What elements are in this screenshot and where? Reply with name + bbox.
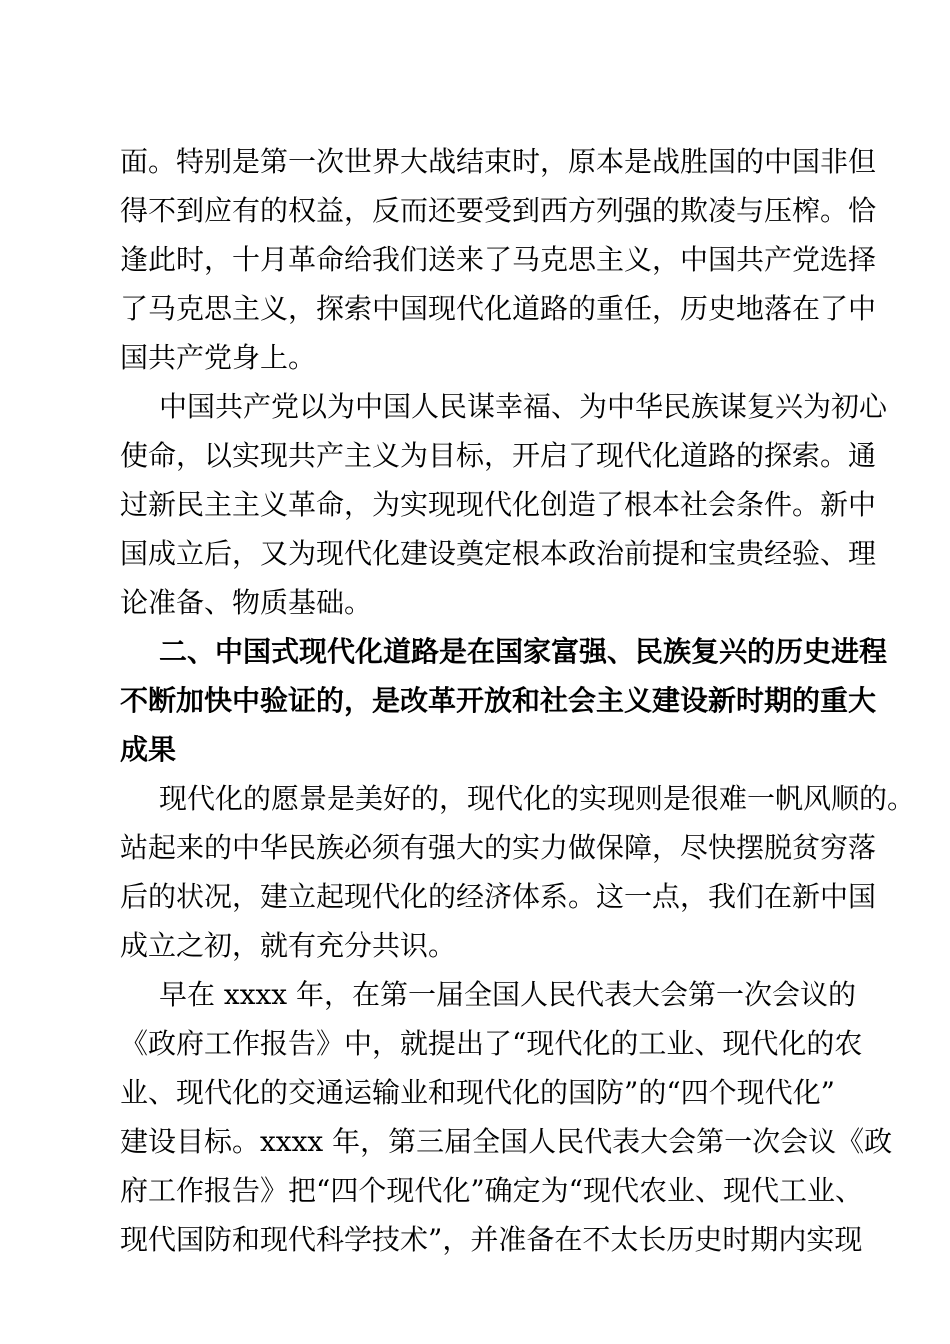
paragraph-3-line-4: 成立之初，就有充分共识。 (120, 929, 457, 962)
paragraph-4-line-1: 早在 xxxx 年，在第一届全国人民代表大会第一次会议的 (159, 978, 856, 1011)
paragraph-2-line-4: 国成立后，又为现代化建设奠定根本政治前提和宝贵经验、理 (120, 537, 877, 570)
paragraph-1-line-3: 逢此时，十月革命给我们送来了马克思主义，中国共产党选择 (120, 243, 877, 276)
paragraph-4-line-3: 业、现代化的交通运输业和现代化的国防”的“四个现代化” (120, 1076, 835, 1109)
paragraph-3-line-2: 站起来的中华民族必须有强大的实力做保障，尽快摆脱贫穷落 (120, 831, 877, 864)
paragraph-4-line-6: 现代国防和现代科学技术”，并准备在不太长历史时期内实现 (120, 1223, 863, 1256)
section-heading-line-1: 二、中国式现代化道路是在国家富强、民族复兴的历史进程 (159, 635, 888, 668)
paragraph-1-line-5: 国共产党身上。 (120, 341, 317, 374)
paragraph-4-line-2: 《政府工作报告》中，就提出了“现代化的工业、现代化的农 (120, 1027, 863, 1060)
paragraph-1-line-2: 得不到应有的权益，反而还要受到西方列强的欺凌与压榨。恰 (120, 194, 877, 227)
paragraph-2-line-2: 使命，以实现共产主义为目标，开启了现代化道路的探索。通 (120, 439, 877, 472)
paragraph-1-line-1: 面。特别是第一次世界大战结束时，原本是战胜国的中国非但 (120, 145, 877, 178)
paragraph-1-line-4: 了马克思主义，探索中国现代化道路的重任，历史地落在了中 (120, 292, 877, 325)
paragraph-3-line-1: 现代化的愿景是美好的，现代化的实现则是很难一帆风顺的。 (159, 782, 916, 815)
paragraph-2-line-1: 中国共产党以为中国人民谋幸福、为中华民族谋复兴为初心 (159, 390, 888, 423)
section-heading-line-3: 成果 (120, 733, 177, 766)
section-heading-line-2: 不断加快中验证的，是改革开放和社会主义建设新时期的重大 (120, 684, 877, 717)
paragraph-3-line-3: 后的状况，建立起现代化的经济体系。这一点，我们在新中国 (120, 880, 877, 913)
paragraph-2-line-5: 论准备、物质基础。 (120, 586, 373, 619)
paragraph-2-line-3: 过新民主主义革命，为实现现代化创造了根本社会条件。新中 (120, 488, 877, 521)
paragraph-4-line-5: 府工作报告》把“四个现代化”确定为“现代农业、现代工业、 (120, 1174, 863, 1207)
paragraph-4-line-4: 建设目标。xxxx 年，第三届全国人民代表大会第一次会议《政 (120, 1125, 893, 1158)
